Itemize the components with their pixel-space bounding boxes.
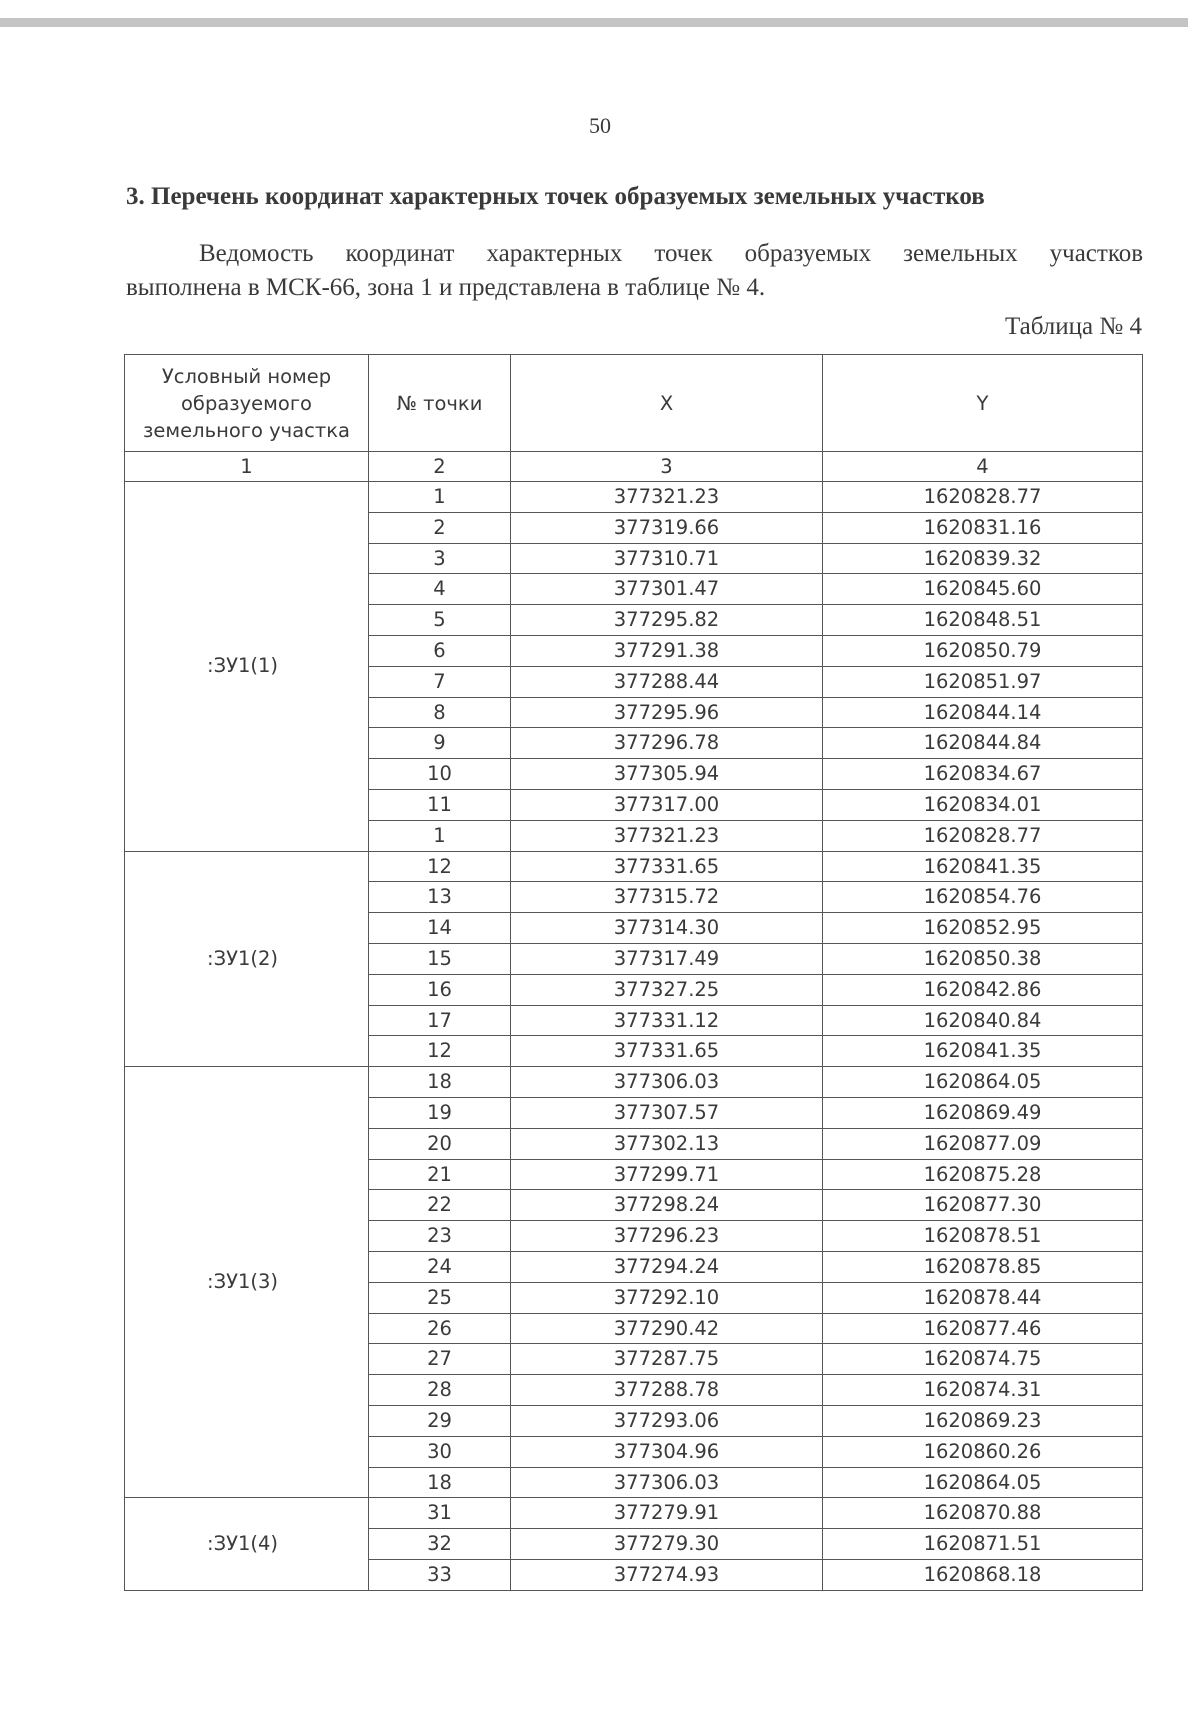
y-coordinate-cell: 1620834.01 [823, 789, 1143, 820]
point-number-cell: 19 [369, 1097, 511, 1128]
y-coordinate-cell: 1620869.49 [823, 1097, 1143, 1128]
point-number-cell: 23 [369, 1221, 511, 1252]
y-coordinate-cell: 1620841.35 [823, 1036, 1143, 1067]
point-number-cell: 13 [369, 882, 511, 913]
point-number-cell: 6 [369, 635, 511, 666]
x-coordinate-cell: 377331.65 [511, 1036, 823, 1067]
y-coordinate-cell: 1620831.16 [823, 512, 1143, 543]
point-number-cell: 5 [369, 605, 511, 636]
top-scan-border [0, 18, 1188, 27]
plot-number-cell: :ЗУ1(4) [125, 1498, 369, 1590]
table-row [125, 1067, 1143, 1098]
x-coordinate-cell: 377331.12 [511, 1005, 823, 1036]
header-y: Y [823, 355, 1143, 452]
x-coordinate-cell: 377310.71 [511, 543, 823, 574]
x-coordinate-cell: 377331.65 [511, 851, 823, 882]
point-number-cell: 22 [369, 1190, 511, 1221]
x-coordinate-cell: 377296.23 [511, 1221, 823, 1252]
y-coordinate-cell: 1620850.38 [823, 943, 1143, 974]
x-coordinate-cell: 377306.03 [511, 1067, 823, 1098]
y-coordinate-cell: 1620864.05 [823, 1467, 1143, 1498]
y-coordinate-cell: 1620840.84 [823, 1005, 1143, 1036]
y-coordinate-cell: 1620870.88 [823, 1498, 1143, 1529]
plot-number-cell: :ЗУ1(3) [125, 1067, 369, 1498]
y-coordinate-cell: 1620845.60 [823, 574, 1143, 605]
y-coordinate-cell: 1620874.31 [823, 1375, 1143, 1406]
point-number-cell: 16 [369, 974, 511, 1005]
y-coordinate-cell: 1620874.75 [823, 1344, 1143, 1375]
y-coordinate-cell: 1620841.35 [823, 851, 1143, 882]
y-coordinate-cell: 1620878.44 [823, 1282, 1143, 1313]
y-coordinate-cell: 1620834.67 [823, 759, 1143, 790]
x-coordinate-cell: 377293.06 [511, 1405, 823, 1436]
point-number-cell: 11 [369, 789, 511, 820]
intro-line-1: Ведомость координат характерных точек образуемых земельных участков [199, 240, 1143, 267]
x-coordinate-cell: 377315.72 [511, 882, 823, 913]
y-coordinate-cell: 1620839.32 [823, 543, 1143, 574]
x-coordinate-cell: 377279.91 [511, 1498, 823, 1529]
x-coordinate-cell: 377290.42 [511, 1313, 823, 1344]
x-coordinate-cell: 377302.13 [511, 1128, 823, 1159]
point-number-cell: 2 [369, 512, 511, 543]
x-coordinate-cell: 377288.78 [511, 1375, 823, 1406]
x-coordinate-cell: 377305.94 [511, 759, 823, 790]
point-number-cell: 26 [369, 1313, 511, 1344]
y-coordinate-cell: 1620877.46 [823, 1313, 1143, 1344]
column-number: 4 [823, 452, 1143, 482]
point-number-cell: 18 [369, 1467, 511, 1498]
x-coordinate-cell: 377274.93 [511, 1559, 823, 1590]
point-number-cell: 4 [369, 574, 511, 605]
point-number-cell: 8 [369, 697, 511, 728]
intro-line-2: выполнена в МСК-66, зона 1 и представлена в таблице № 4. [126, 274, 766, 301]
header-plot-number: Условный номер образуемого земельного участка [125, 355, 369, 452]
x-coordinate-cell: 377287.75 [511, 1344, 823, 1375]
x-coordinate-cell: 377294.24 [511, 1251, 823, 1282]
y-coordinate-cell: 1620869.23 [823, 1405, 1143, 1436]
point-number-cell: 32 [369, 1529, 511, 1560]
y-coordinate-cell: 1620854.76 [823, 882, 1143, 913]
point-number-cell: 7 [369, 666, 511, 697]
x-coordinate-cell: 377317.00 [511, 789, 823, 820]
x-coordinate-cell: 377296.78 [511, 728, 823, 759]
y-coordinate-cell: 1620852.95 [823, 913, 1143, 944]
x-coordinate-cell: 377306.03 [511, 1467, 823, 1498]
table-row [125, 482, 1143, 513]
y-coordinate-cell: 1620878.51 [823, 1221, 1143, 1252]
y-coordinate-cell: 1620860.26 [823, 1436, 1143, 1467]
point-number-cell: 15 [369, 943, 511, 974]
coordinates-table [124, 354, 1143, 1591]
y-coordinate-cell: 1620877.09 [823, 1128, 1143, 1159]
point-number-cell: 12 [369, 1036, 511, 1067]
column-number: 3 [511, 452, 823, 482]
plot-number-cell: :ЗУ1(2) [125, 851, 369, 1067]
x-coordinate-cell: 377321.23 [511, 482, 823, 513]
x-coordinate-cell: 377304.96 [511, 1436, 823, 1467]
section-heading: 3. Перечень координат характерных точек образуемых земельных участков [126, 183, 985, 210]
column-number: 2 [369, 452, 511, 482]
y-coordinate-cell: 1620871.51 [823, 1529, 1143, 1560]
x-coordinate-cell: 377319.66 [511, 512, 823, 543]
x-coordinate-cell: 377314.30 [511, 913, 823, 944]
point-number-cell: 21 [369, 1159, 511, 1190]
x-coordinate-cell: 377292.10 [511, 1282, 823, 1313]
x-coordinate-cell: 377307.57 [511, 1097, 823, 1128]
point-number-cell: 24 [369, 1251, 511, 1282]
point-number-cell: 18 [369, 1067, 511, 1098]
y-coordinate-cell: 1620828.77 [823, 820, 1143, 851]
x-coordinate-cell: 377288.44 [511, 666, 823, 697]
intro-paragraph [126, 237, 1143, 305]
point-number-cell: 12 [369, 851, 511, 882]
x-coordinate-cell: 377327.25 [511, 974, 823, 1005]
y-coordinate-cell: 1620828.77 [823, 482, 1143, 513]
header-point-number: № точки [369, 355, 511, 452]
point-number-cell: 33 [369, 1559, 511, 1590]
point-number-cell: 27 [369, 1344, 511, 1375]
table-row [125, 851, 1143, 882]
y-coordinate-cell: 1620878.85 [823, 1251, 1143, 1282]
page-number: 50 [589, 113, 611, 138]
point-number-cell: 28 [369, 1375, 511, 1406]
point-number-cell: 3 [369, 543, 511, 574]
point-number-cell: 1 [369, 820, 511, 851]
x-coordinate-cell: 377295.96 [511, 697, 823, 728]
x-coordinate-cell: 377321.23 [511, 820, 823, 851]
table-row [125, 1498, 1143, 1529]
table-caption: Таблица № 4 [1004, 313, 1142, 340]
point-number-cell: 31 [369, 1498, 511, 1529]
point-number-cell: 17 [369, 1005, 511, 1036]
y-coordinate-cell: 1620844.84 [823, 728, 1143, 759]
column-number: 1 [125, 452, 369, 482]
x-coordinate-cell: 377298.24 [511, 1190, 823, 1221]
header-x: X [511, 355, 823, 452]
y-coordinate-cell: 1620848.51 [823, 605, 1143, 636]
y-coordinate-cell: 1620851.97 [823, 666, 1143, 697]
x-coordinate-cell: 377299.71 [511, 1159, 823, 1190]
y-coordinate-cell: 1620864.05 [823, 1067, 1143, 1098]
coordinates-table-body [125, 482, 1143, 1591]
y-coordinate-cell: 1620877.30 [823, 1190, 1143, 1221]
y-coordinate-cell: 1620844.14 [823, 697, 1143, 728]
y-coordinate-cell: 1620842.86 [823, 974, 1143, 1005]
point-number-cell: 20 [369, 1128, 511, 1159]
x-coordinate-cell: 377291.38 [511, 635, 823, 666]
point-number-cell: 1 [369, 482, 511, 513]
x-coordinate-cell: 377301.47 [511, 574, 823, 605]
plot-number-cell: :ЗУ1(1) [125, 482, 369, 852]
point-number-cell: 14 [369, 913, 511, 944]
x-coordinate-cell: 377279.30 [511, 1529, 823, 1560]
y-coordinate-cell: 1620868.18 [823, 1559, 1143, 1590]
y-coordinate-cell: 1620875.28 [823, 1159, 1143, 1190]
point-number-cell: 25 [369, 1282, 511, 1313]
point-number-cell: 30 [369, 1436, 511, 1467]
x-coordinate-cell: 377317.49 [511, 943, 823, 974]
point-number-cell: 10 [369, 759, 511, 790]
y-coordinate-cell: 1620850.79 [823, 635, 1143, 666]
point-number-cell: 29 [369, 1405, 511, 1436]
point-number-cell: 9 [369, 728, 511, 759]
x-coordinate-cell: 377295.82 [511, 605, 823, 636]
